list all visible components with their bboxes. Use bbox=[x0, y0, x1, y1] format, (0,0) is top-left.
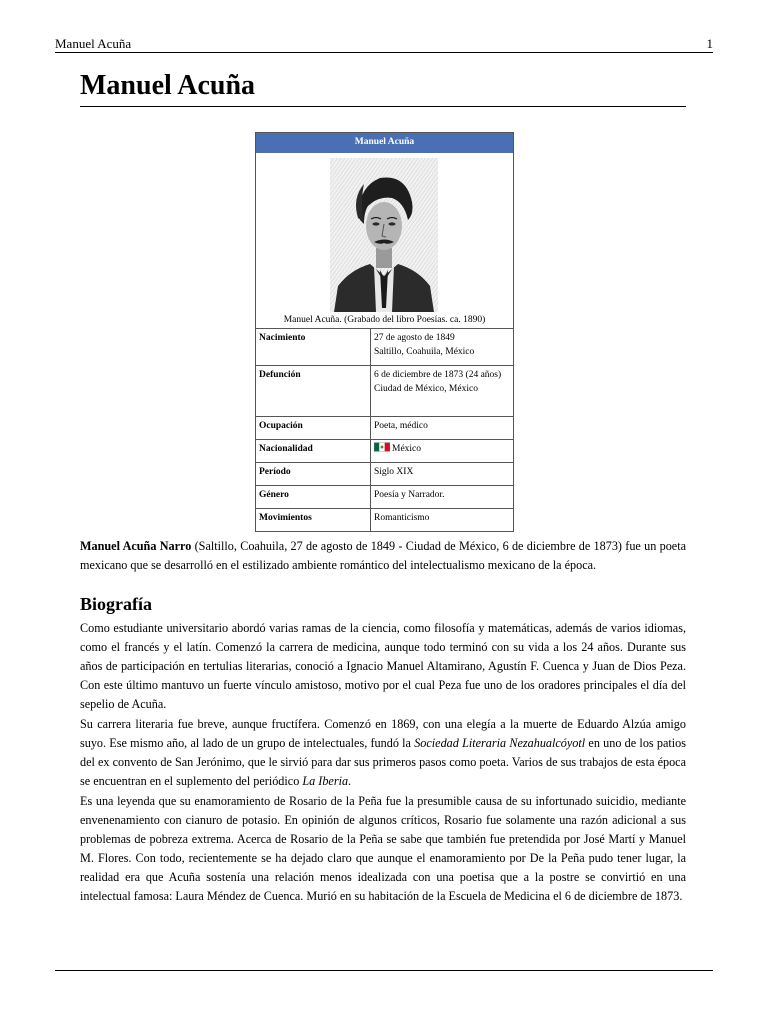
infobox-table bbox=[256, 328, 513, 531]
p2-text-a: Su carrera literaria fue breve, aunque fructífera. Comenzó en 1869, con una elegía a la muerte de Eduardo Alzúa amigo suyo. Ese mismo año, al lado de un grupo de intelectuales, fundó la bbox=[80, 717, 686, 750]
infobox-value bbox=[371, 417, 514, 440]
p2-italic-newspaper: La Iberia bbox=[302, 774, 349, 788]
article-title: Manuel Acuña bbox=[80, 70, 686, 107]
biografia-paragraph-2 bbox=[80, 715, 686, 791]
infobox-value bbox=[371, 329, 514, 366]
infobox-key: Ocupación bbox=[256, 417, 371, 440]
infobox-row-genero bbox=[256, 486, 513, 509]
infobox-row-nacionalidad bbox=[256, 440, 513, 463]
infobox-key: Movimientos bbox=[256, 509, 371, 532]
footer-rule bbox=[55, 970, 713, 971]
infobox-row-movimientos bbox=[256, 509, 513, 532]
value-line: Romanticismo bbox=[374, 513, 430, 523]
value-line: Poesía y Narrador. bbox=[374, 490, 445, 500]
p2-text-b: en uno de los patios del ex convento de San Jerónimo, que le sirvió para dar sus primeros pasos como poeta. Varios de sus trabajos de esta época se encuentran en el suplemento del periódico bbox=[80, 736, 687, 788]
running-header-title: Manuel Acuña bbox=[55, 36, 132, 51]
infobox-row-defuncion bbox=[256, 366, 513, 417]
infobox bbox=[255, 132, 514, 532]
page-number: 1 bbox=[706, 36, 713, 51]
mexico-flag-icon bbox=[374, 442, 390, 452]
infobox-row-periodo bbox=[256, 463, 513, 486]
infobox-value bbox=[371, 463, 514, 486]
value-line: México bbox=[392, 444, 422, 454]
infobox-row-nacimiento bbox=[256, 329, 513, 366]
infobox-image-caption: Manuel Acuña. (Grabado del libro Poesías. ca. 1890) bbox=[283, 315, 486, 325]
p2-italic-society: Sociedad Literaria Nezahualcóyotl bbox=[414, 736, 586, 750]
value-line: Poeta, médico bbox=[374, 421, 428, 431]
infobox-row-ocupacion bbox=[256, 417, 513, 440]
value-line: Siglo XIX bbox=[374, 467, 414, 477]
running-header bbox=[55, 36, 713, 53]
infobox-header: Manuel Acuña bbox=[256, 133, 513, 153]
portrait-image bbox=[330, 158, 438, 312]
infobox-key: Defunción bbox=[256, 366, 371, 417]
value-line: 6 de diciembre de 1873 (24 años) bbox=[374, 370, 502, 380]
infobox-key: Período bbox=[256, 463, 371, 486]
infobox-value bbox=[371, 366, 514, 417]
section-heading-biografia: Biografía bbox=[80, 594, 152, 614]
intro-text: (Saltillo, Coahuila, 27 de agosto de 1849 - Ciudad de México, 6 de diciembre de 1873) fue un poeta mexicano que se desarrolló en el estilizado ambiente romántico del intelectualismo mexicano de la época. bbox=[80, 539, 686, 572]
intro-paragraph bbox=[80, 537, 686, 575]
intro-bold-name: Manuel Acuña Narro bbox=[80, 539, 192, 553]
infobox-key: Nacionalidad bbox=[256, 440, 371, 463]
infobox-value bbox=[371, 509, 514, 532]
biografia-paragraph-1: Como estudiante universitario abordó varias ramas de la ciencia, como filosofía y matemáticas, además de varios idiomas, como el francés y el latín. Comenzó la carrera de medicina, aunque todo terminó con su vida a los 24 años. Durante sus años de participación en tertulias literarias, conoció a Ignacio Manuel Altamirano, Agustín F. Cuenca y Juan de Dios Peza. Con este último mantuvo un fuerte vínculo amistoso, motivo por el cual Peza fue uno de los oradores principales el día del sepelio de Acuña. bbox=[80, 621, 686, 711]
biografia-paragraph-3: Es una leyenda que su enamoramiento de Rosario de la Peña fue la presumible causa de su infortunado suicidio, mediante envenenamiento con cianuro de potasio. En opinión de algunos críticos, Rosario fue solamente una razón adicional a sus problemas de pobreza extrema. Acerca de Rosario de la Peña se sabe que también fue pretendida por José Martí y Manuel M. Flores. Con todo, recientemente se ha dejado claro que aunque el enamoramiento por De la Peña pudo tener lugar, la realidad era que Acuña sostenía una relación menos idealizada con una poetisa que a la postre se convirtió en una intelectual famosa: Laura Méndez de Cuenca. Murió en su habitación de la Escuela de Medicina el 6 de diciembre de 1873. bbox=[80, 794, 686, 903]
infobox-photo bbox=[256, 153, 513, 313]
value-line: 27 de agosto de 1849 bbox=[374, 333, 455, 343]
infobox-value bbox=[371, 440, 514, 463]
infobox-key: Género bbox=[256, 486, 371, 509]
value-line: Ciudad de México, México bbox=[374, 384, 478, 394]
value-line: Saltillo, Coahuila, México bbox=[374, 347, 475, 357]
infobox-key: Nacimiento bbox=[256, 329, 371, 366]
p2-text-c: . bbox=[348, 774, 352, 788]
infobox-value bbox=[371, 486, 514, 509]
